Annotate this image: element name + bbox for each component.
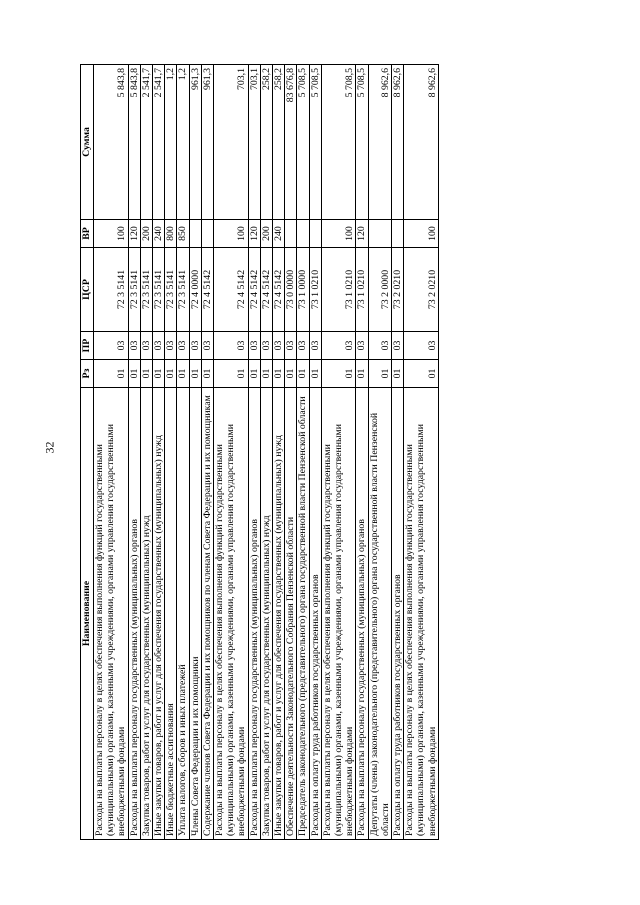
cell-name: Закупка товаров, работ и услуг для государственных (муниципальных) нужд <box>260 388 272 840</box>
cell-rz: 01 <box>177 360 189 388</box>
cell-name: Члены Совета Федерации и их помощники <box>189 388 201 840</box>
cell-name: Закупка товаров, работ и услуг для государственных (муниципальных) нужд <box>140 388 152 840</box>
cell-pr: 03 <box>153 332 165 360</box>
cell-name: Иные закупки товаров, работ и услуг для обеспечения государственных (муниципальных) нужд <box>273 388 285 840</box>
table-row <box>94 65 129 840</box>
cell-pr: 03 <box>392 332 404 360</box>
cell-rz: 01 <box>285 360 297 388</box>
cell-vr: 200 <box>140 220 152 248</box>
page-number: 32 <box>42 441 57 454</box>
table-row <box>128 65 140 840</box>
table-row <box>140 65 152 840</box>
table-row <box>321 65 356 840</box>
cell-name: Депутаты (члены) законодательного (представительного) органа государственной власти Пензенской области <box>368 388 391 840</box>
cell-pr: 03 <box>404 332 439 360</box>
header-rz: Рз <box>81 360 94 388</box>
cell-csr: 73 0 0000 <box>285 248 297 332</box>
table-row <box>404 65 439 840</box>
cell-rz: 01 <box>189 360 201 388</box>
cell-rz: 01 <box>321 360 356 388</box>
cell-csr: 73 2 0210 <box>392 248 404 332</box>
cell-rz: 01 <box>273 360 285 388</box>
cell-sum: 2 541,7 <box>140 65 152 220</box>
cell-vr: 100 <box>94 220 129 248</box>
cell-name: Расходы на выплаты персоналу государственных (муниципальных) органов <box>248 388 260 840</box>
cell-pr: 03 <box>201 332 213 360</box>
header-csr: ЦСР <box>81 248 94 332</box>
cell-name: Председатель законодательного (представительного) органа государственной власти Пензенской области <box>297 388 309 840</box>
cell-vr: 120 <box>248 220 260 248</box>
header-pr: ПР <box>81 332 94 360</box>
cell-sum: 258,2 <box>260 65 272 220</box>
cell-csr: 72 4 5142 <box>248 248 260 332</box>
cell-vr: 120 <box>128 220 140 248</box>
cell-csr: 72 3 5141 <box>153 248 165 332</box>
cell-pr: 03 <box>128 332 140 360</box>
table-row <box>201 65 213 840</box>
table-row <box>297 65 309 840</box>
cell-csr: 72 3 5141 <box>165 248 177 332</box>
cell-sum: 1,2 <box>177 65 189 220</box>
cell-sum: 83 676,8 <box>285 65 297 220</box>
cell-sum: 258,2 <box>273 65 285 220</box>
cell-rz: 01 <box>404 360 439 388</box>
cell-name: Расходы на выплаты персоналу в целях обеспечения выполнения функций государственными (муниципальными) органами, казенными учреждениями, органами управления государственными внебюджетными фондами <box>214 388 249 840</box>
cell-name: Расходы на выплаты персоналу в целях обеспечения выполнения функций государственными (муниципальными) органами, казенными учреждениями, органами управления государственными внебюджетными фондами <box>94 388 129 840</box>
cell-vr <box>392 220 404 248</box>
cell-name: Расходы на оплату труда работников государственных органов <box>309 388 321 840</box>
cell-pr: 03 <box>321 332 356 360</box>
cell-vr: 120 <box>356 220 368 248</box>
cell-pr: 03 <box>177 332 189 360</box>
cell-rz: 01 <box>356 360 368 388</box>
cell-pr: 03 <box>214 332 249 360</box>
cell-name: Уплата налогов, сборов и иных платежей <box>177 388 189 840</box>
cell-sum: 703,1 <box>248 65 260 220</box>
cell-sum: 961,3 <box>201 65 213 220</box>
cell-sum: 703,1 <box>214 65 249 220</box>
cell-csr: 72 4 5142 <box>260 248 272 332</box>
table-row <box>309 65 321 840</box>
cell-name: Расходы на оплату труда работников государственных органов <box>392 388 404 840</box>
cell-rz: 01 <box>201 360 213 388</box>
table-row <box>260 65 272 840</box>
header-vr: ВР <box>81 220 94 248</box>
cell-vr: 100 <box>321 220 356 248</box>
cell-sum: 8 962,6 <box>404 65 439 220</box>
cell-csr: 73 2 0210 <box>404 248 439 332</box>
cell-pr: 03 <box>285 332 297 360</box>
cell-sum: 1,2 <box>165 65 177 220</box>
table-header-row <box>81 65 94 840</box>
cell-vr: 850 <box>177 220 189 248</box>
table-row <box>248 65 260 840</box>
cell-pr: 03 <box>189 332 201 360</box>
cell-rz: 01 <box>214 360 249 388</box>
cell-sum: 5 843,8 <box>94 65 129 220</box>
cell-vr <box>285 220 297 248</box>
cell-rz: 01 <box>128 360 140 388</box>
cell-rz: 01 <box>297 360 309 388</box>
cell-csr: 72 4 0000 <box>189 248 201 332</box>
cell-name: Обеспечение деятельности Законодательного Собрания Пензенской области <box>285 388 297 840</box>
cell-rz: 01 <box>368 360 391 388</box>
table-row <box>356 65 368 840</box>
cell-name: Иные закупки товаров, работ и услуг для обеспечения государственных (муниципальных) нужд <box>153 388 165 840</box>
cell-vr <box>297 220 309 248</box>
cell-csr: 72 3 5141 <box>128 248 140 332</box>
cell-rz: 01 <box>260 360 272 388</box>
cell-csr: 72 4 5142 <box>214 248 249 332</box>
cell-csr: 72 3 5141 <box>94 248 129 332</box>
cell-csr: 72 4 5142 <box>273 248 285 332</box>
cell-sum: 5 708,5 <box>309 65 321 220</box>
cell-pr: 03 <box>94 332 129 360</box>
cell-vr <box>201 220 213 248</box>
table-row <box>273 65 285 840</box>
cell-vr: 100 <box>214 220 249 248</box>
cell-rz: 01 <box>94 360 129 388</box>
cell-name: Расходы на выплаты персоналу государственных (муниципальных) органов <box>356 388 368 840</box>
cell-rz: 01 <box>248 360 260 388</box>
cell-sum: 5 708,5 <box>356 65 368 220</box>
rotated-table-container <box>80 65 557 840</box>
table-body <box>94 65 439 840</box>
cell-vr: 240 <box>273 220 285 248</box>
cell-sum: 961,3 <box>189 65 201 220</box>
cell-sum: 5 708,5 <box>297 65 309 220</box>
cell-pr: 03 <box>140 332 152 360</box>
table-row <box>285 65 297 840</box>
cell-pr: 03 <box>165 332 177 360</box>
cell-csr: 73 1 0210 <box>309 248 321 332</box>
cell-sum: 2 541,7 <box>153 65 165 220</box>
header-name: Наименование <box>81 388 94 840</box>
cell-vr: 100 <box>404 220 439 248</box>
cell-sum: 8 962,6 <box>368 65 391 220</box>
cell-pr: 03 <box>309 332 321 360</box>
cell-csr: 72 4 5142 <box>201 248 213 332</box>
table-row <box>368 65 391 840</box>
cell-sum: 8 962,6 <box>392 65 404 220</box>
cell-name: Расходы на выплаты персоналу в целях обеспечения выполнения функций государственными (муниципальными) органами, казенными учреждениями, органами управления государственными внебюджетными фондами <box>404 388 439 840</box>
cell-csr: 73 1 0210 <box>321 248 356 332</box>
cell-rz: 01 <box>140 360 152 388</box>
budget-table <box>80 64 439 840</box>
table-row <box>189 65 201 840</box>
cell-csr: 73 1 0000 <box>297 248 309 332</box>
table-row <box>153 65 165 840</box>
cell-csr: 72 3 5141 <box>177 248 189 332</box>
cell-pr: 03 <box>248 332 260 360</box>
cell-vr <box>368 220 391 248</box>
cell-name: Содержание членов Совета Федерации и их помощников по членам Совета Федерации и их помощникам <box>201 388 213 840</box>
cell-vr: 240 <box>153 220 165 248</box>
cell-rz: 01 <box>165 360 177 388</box>
cell-rz: 01 <box>309 360 321 388</box>
cell-csr: 73 1 0210 <box>356 248 368 332</box>
table-row <box>177 65 189 840</box>
cell-pr: 03 <box>356 332 368 360</box>
cell-pr: 03 <box>297 332 309 360</box>
cell-pr: 03 <box>260 332 272 360</box>
cell-name: Расходы на выплаты персоналу государственных (муниципальных) органов <box>128 388 140 840</box>
cell-pr: 03 <box>273 332 285 360</box>
cell-csr: 73 2 0000 <box>368 248 391 332</box>
cell-vr <box>309 220 321 248</box>
cell-name: Иные бюджетные ассигнования <box>165 388 177 840</box>
table-row <box>214 65 249 840</box>
cell-sum: 5 843,8 <box>128 65 140 220</box>
cell-name: Расходы на выплаты персоналу в целях обеспечения выполнения функций государственными (муниципальными) органами, казенными учреждениями, органами управления государственными внебюджетными фондами <box>321 388 356 840</box>
table-row <box>392 65 404 840</box>
cell-rz: 01 <box>392 360 404 388</box>
cell-vr: 800 <box>165 220 177 248</box>
cell-rz: 01 <box>153 360 165 388</box>
cell-csr: 72 3 5141 <box>140 248 152 332</box>
cell-sum: 5 708,5 <box>321 65 356 220</box>
table-row <box>165 65 177 840</box>
header-sum: Сумма <box>81 65 94 220</box>
cell-vr: 200 <box>260 220 272 248</box>
cell-vr <box>189 220 201 248</box>
cell-pr: 03 <box>368 332 391 360</box>
